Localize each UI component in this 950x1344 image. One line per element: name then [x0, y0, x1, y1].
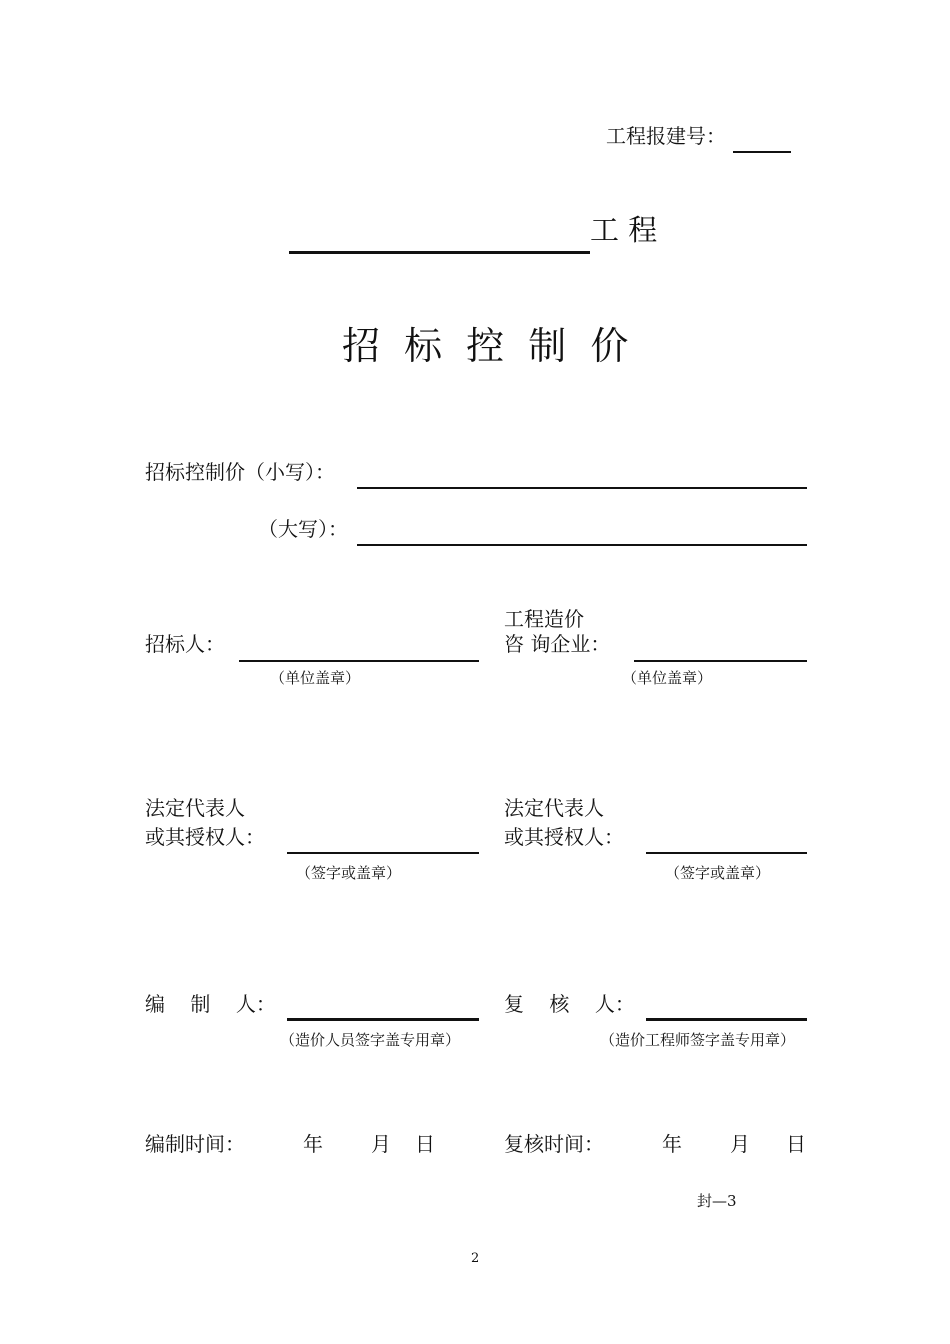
legal-rep-right-line2: 或其授权人： — [504, 825, 624, 849]
page-number: 2 — [471, 1251, 480, 1266]
price-small-field[interactable] — [357, 487, 807, 489]
compiler-label: 编 制 人： — [145, 992, 276, 1016]
compile-time-label: 编制时间： — [145, 1132, 245, 1156]
legal-rep-left-line1: 法定代表人 — [145, 796, 245, 820]
consultant-label-line1: 工程造价 — [504, 607, 584, 631]
legal-rep-right-line1: 法定代表人 — [504, 796, 604, 820]
reviewer-label: 复 核 人： — [504, 992, 635, 1016]
project-suffix: 工 程 — [590, 213, 658, 247]
reviewer-note: （造价工程师签字盖专用章） — [600, 1031, 796, 1049]
legal-rep-right-note: （签字或盖章） — [665, 864, 771, 882]
tenderer-field[interactable] — [239, 660, 479, 662]
page-title: 招 标 控 制 价 — [342, 324, 635, 368]
review-time-day: 日 — [786, 1132, 806, 1156]
project-name-field[interactable] — [289, 251, 590, 254]
tenderer-seal-note: （单位盖章） — [270, 669, 361, 687]
legal-rep-left-field[interactable] — [287, 852, 479, 854]
reviewer-field[interactable] — [646, 1018, 807, 1021]
tenderer-label: 招标人： — [145, 632, 225, 656]
compile-time-day: 日 — [415, 1132, 435, 1156]
price-large-field[interactable] — [357, 544, 807, 546]
review-time-month: 月 — [730, 1132, 750, 1156]
compile-time-year: 年 — [303, 1132, 323, 1156]
form-code: 封—3 — [697, 1192, 737, 1210]
compiler-field[interactable] — [287, 1018, 479, 1021]
legal-rep-left-note: （签字或盖章） — [296, 864, 402, 882]
legal-rep-right-field[interactable] — [646, 852, 807, 854]
consultant-seal-note: （单位盖章） — [622, 669, 713, 687]
consultant-label-line2: 咨 询企业： — [504, 632, 611, 656]
project-registration-label: 工程报建号： — [606, 124, 726, 148]
price-small-label: 招标控制价（小写）： — [145, 460, 335, 484]
legal-rep-left-line2: 或其授权人： — [145, 825, 265, 849]
compiler-note: （造价人员签字盖专用章） — [280, 1031, 461, 1049]
consultant-field[interactable] — [634, 660, 807, 662]
compile-time-month: 月 — [371, 1132, 391, 1156]
price-large-label: （大写）： — [258, 517, 348, 541]
review-time-year: 年 — [662, 1132, 682, 1156]
project-registration-field[interactable] — [733, 151, 791, 153]
review-time-label: 复核时间： — [504, 1132, 604, 1156]
